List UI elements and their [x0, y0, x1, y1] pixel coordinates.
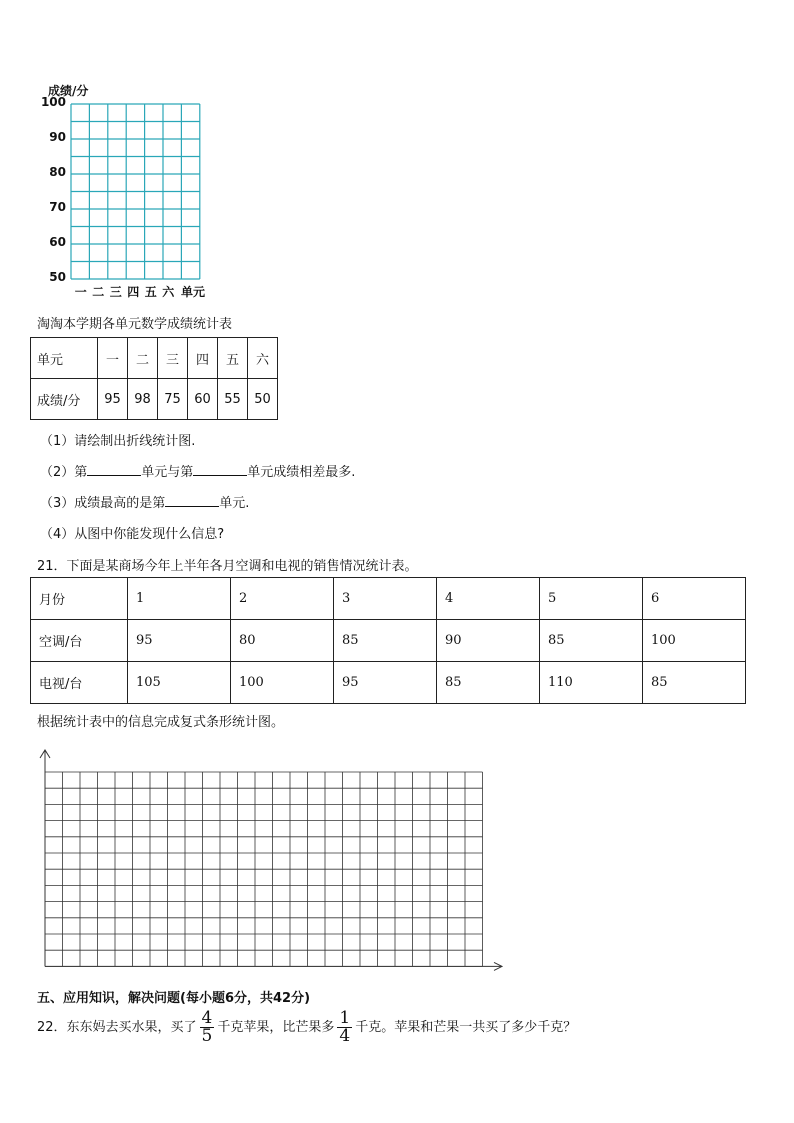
table-cell: 六 [248, 338, 278, 379]
question-3-part-a: （3）成绩最高的是第 [40, 496, 166, 511]
bar-chart-instruction: 根据统计表中的信息完成复式条形统计图。 [37, 715, 285, 730]
table-header-cell: 电视/台 [31, 662, 128, 704]
table-cell: 一 [98, 338, 128, 379]
table-cell: 3 [334, 578, 437, 620]
table-cell: 95 [98, 379, 128, 420]
fraction-one-quarter [337, 1010, 352, 1045]
score-table [30, 337, 278, 420]
table-cell: 85 [540, 620, 643, 662]
table-cell: 80 [231, 620, 334, 662]
table-cell: 85 [643, 662, 746, 704]
x-tick-label: 六 [162, 285, 175, 299]
question-4: （4）从图中你能发现什么信息? [40, 527, 225, 542]
x-tick-label: 一 [74, 285, 87, 299]
x-axis-title: 单元 [181, 285, 206, 299]
y-tick-label: 70 [49, 200, 66, 214]
y-tick-label: 80 [49, 165, 66, 179]
table-header-cell: 月份 [31, 578, 128, 620]
answer-blank[interactable] [165, 494, 219, 507]
question-21: 21．下面是某商场今年上半年各月空调和电视的销售情况统计表。 [37, 559, 418, 574]
x-tick-label: 五 [144, 285, 157, 299]
table-header-cell: 空调/台 [31, 620, 128, 662]
table-cell: 6 [643, 578, 746, 620]
table-cell: 105 [128, 662, 231, 704]
table-cell: 85 [334, 620, 437, 662]
sales-table [30, 577, 746, 704]
table-cell: 75 [158, 379, 188, 420]
table-cell: 85 [437, 662, 540, 704]
table-cell: 四 [188, 338, 218, 379]
table-cell: 95 [334, 662, 437, 704]
answer-blank[interactable] [87, 463, 141, 476]
table-cell: 110 [540, 662, 643, 704]
fraction-denominator: 4 [339, 1026, 351, 1046]
y-tick-label: 50 [49, 270, 66, 284]
x-tick-label: 四 [127, 285, 140, 299]
table-cell: 100 [643, 620, 746, 662]
x-axis-labels [72, 283, 205, 300]
table-cell: 55 [218, 379, 248, 420]
table-cell: 5 [540, 578, 643, 620]
x-tick-label: 二 [92, 285, 105, 299]
fraction-numerator: 1 [339, 1008, 351, 1028]
question-3 [40, 492, 249, 511]
table-cell: 五 [218, 338, 248, 379]
table-row [31, 578, 746, 620]
table-cell: 二 [128, 338, 158, 379]
question-2-part-c: 单元成绩相差最多. [247, 465, 356, 480]
y-tick-label: 60 [49, 235, 66, 249]
question-22-part-2: 千克苹果，比芒果多 [217, 1020, 335, 1035]
y-axis-title: 成绩/分 [48, 84, 89, 98]
table-cell: 90 [437, 620, 540, 662]
fraction-four-fifths [200, 1010, 215, 1045]
table-cell: 98 [128, 379, 158, 420]
x-tick-label: 三 [109, 285, 122, 299]
fraction-denominator: 5 [201, 1026, 213, 1046]
question-3-part-b: 单元. [219, 496, 250, 511]
table-row [31, 379, 278, 420]
section-5-title: 五、应用知识，解决问题(每小题6分，共42分) [37, 991, 311, 1006]
y-tick-label: 100 [40, 95, 66, 109]
table-header-cell: 成绩/分 [31, 379, 98, 420]
question-22 [37, 1010, 576, 1050]
table-cell: 4 [437, 578, 540, 620]
x-axis-arrow [45, 962, 502, 970]
question-2-part-a: （2）第 [40, 465, 88, 480]
table-cell: 95 [128, 620, 231, 662]
question-22-part-3: 千克。苹果和芒果一共买了多少千克？ [355, 1020, 577, 1035]
question-2-part-b: 单元与第 [141, 465, 194, 480]
table1-title: 淘淘本学期各单元数学成绩统计表 [37, 317, 233, 332]
line-chart-grid [70, 103, 202, 283]
y-tick-label: 90 [49, 130, 66, 144]
table-cell: 50 [248, 379, 278, 420]
bar-chart-grid [36, 748, 508, 978]
question-22-part-1: 22．东东妈去买水果，买了 [37, 1020, 197, 1035]
question-1: （1）请绘制出折线统计图. [40, 434, 196, 449]
table-cell: 1 [128, 578, 231, 620]
table-cell: 2 [231, 578, 334, 620]
table-row [31, 620, 746, 662]
table-row [31, 662, 746, 704]
table-cell: 100 [231, 662, 334, 704]
table-row [31, 338, 278, 379]
table-cell: 三 [158, 338, 188, 379]
table-header-cell: 单元 [31, 338, 98, 379]
question-2 [40, 461, 355, 480]
answer-blank[interactable] [193, 463, 247, 476]
fraction-numerator: 4 [201, 1008, 213, 1028]
table-cell: 60 [188, 379, 218, 420]
